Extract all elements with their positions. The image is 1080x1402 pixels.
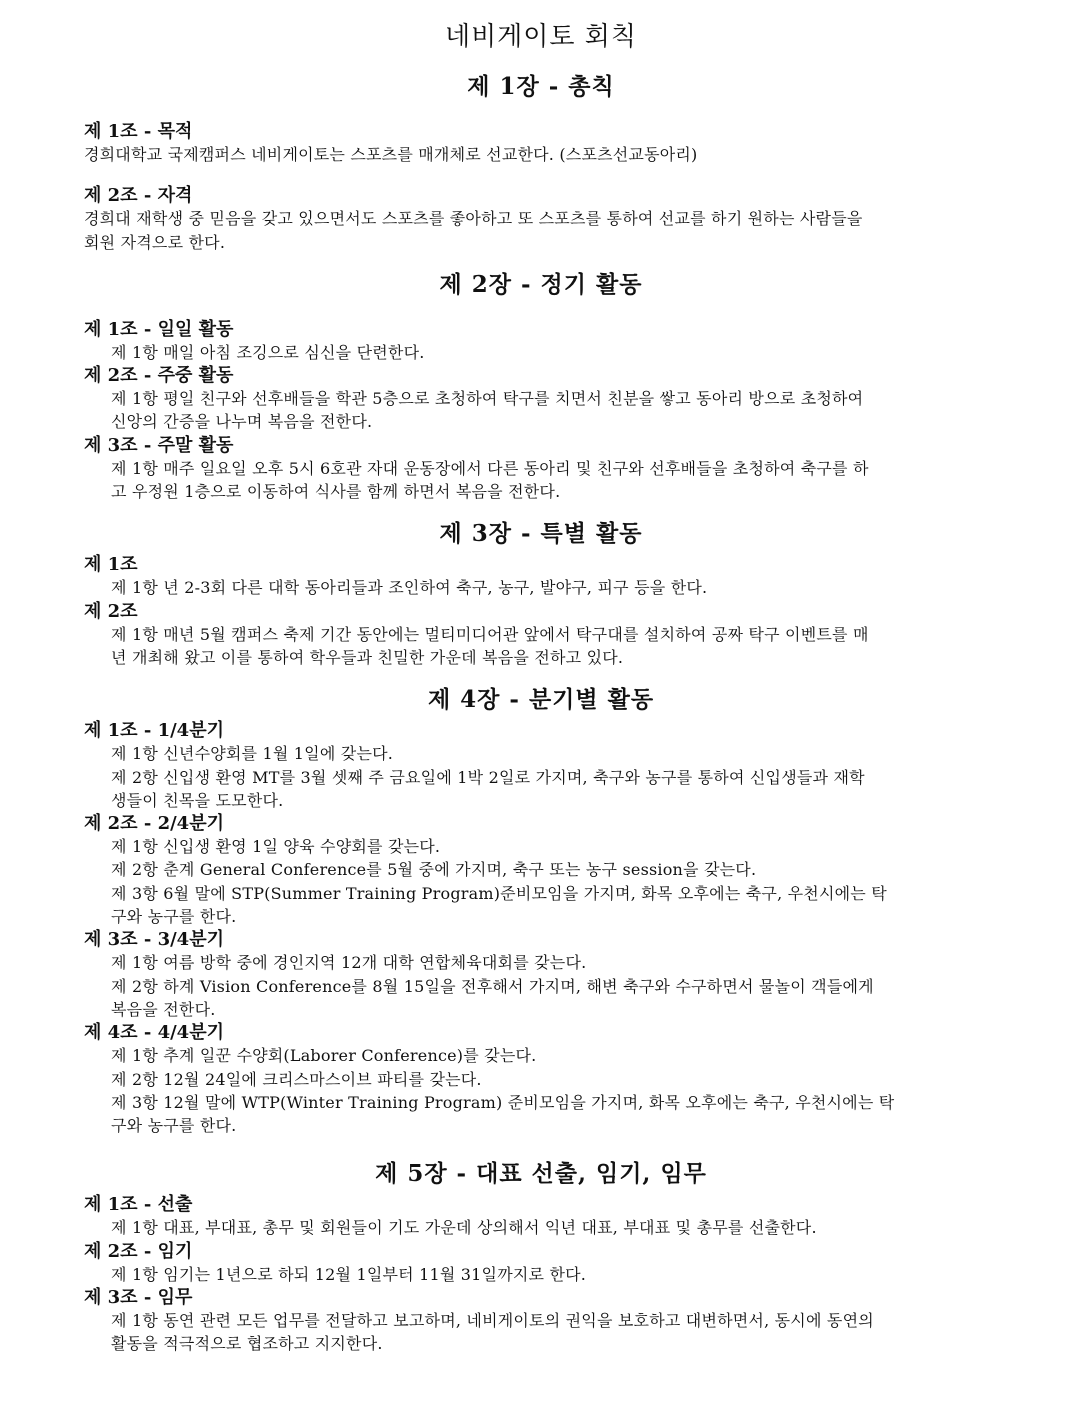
ch4-article-2-clause-3-line2: 구와 농구를 한다. <box>111 907 237 927</box>
ch5-article-1-clause-1: 제 1항 대표, 부대표, 총무 및 회원들이 기도 가운데 상의해서 익년 대표, 부대표 및 총무를 선출한다. <box>111 1218 817 1238</box>
ch2-article-2-title: 제 2조 - 주중 활동 <box>84 365 234 387</box>
ch1-article-2-title: 제 2조 - 자격 <box>84 185 193 207</box>
ch4-article-1-clause-2-line2: 생들이 친목을 도모한다. <box>111 790 284 810</box>
ch4-article-1-title: 제 1조 - 1/4분기 <box>84 720 224 742</box>
ch3-article-1-title: 제 1조 <box>84 554 138 576</box>
ch5-article-3-clause-1-line1: 제 1항 동연 관련 모든 업무를 전달하고 보고하며, 네비게이토의 권익을 보호하고 대변하면서, 동시에 동연의 <box>111 1311 874 1331</box>
ch5-article-2-title: 제 2조 - 임기 <box>84 1240 193 1262</box>
ch1-article-2-text-line1: 경희대 재학생 중 믿음을 갖고 있으면서도 스포츠를 좋아하고 또 스포츠를 통하여 선교를 하기 원하는 사람들을 <box>84 209 863 229</box>
ch4-article-1-clause-1: 제 1항 신년수양회를 1월 1일에 갖는다. <box>111 744 394 764</box>
ch4-article-4-clause-3-line2: 구와 농구를 한다. <box>111 1116 237 1136</box>
ch3-article-2-title: 제 2조 <box>84 600 138 622</box>
chapter-2-title: 제 2장 - 정기 활동 <box>439 270 643 298</box>
ch3-article-1-clause-1: 제 1항 년 2-3회 다른 대학 동아리들과 조인하여 축구, 농구, 발야구, 피구 등을 한다. <box>111 578 708 598</box>
chapter-4-title: 제 4장 - 분기별 활동 <box>427 686 655 714</box>
document-title: 네비게이토 회칙 <box>444 22 638 52</box>
ch4-article-3-clause-2-line2: 복음을 전한다. <box>111 999 216 1019</box>
ch2-article-1-clause-1: 제 1항 매일 아침 조깅으로 심신을 단련한다. <box>111 342 425 362</box>
ch2-article-2-clause-1-line1: 제 1항 평일 친구와 선후배들을 학관 5층으로 초청하여 탁구를 치면서 친분을 쌓고 동아리 방으로 초청하여 <box>111 389 864 409</box>
ch5-article-1-title: 제 1조 - 선출 <box>84 1194 193 1216</box>
ch4-article-4-title: 제 4조 - 4/4분기 <box>84 1022 224 1044</box>
ch5-article-2-clause-1: 제 1항 임기는 1년으로 하되 12월 1일부터 11월 31일까지로 한다. <box>111 1264 587 1284</box>
ch2-article-3-clause-1-line2: 고 우정원 1층으로 이동하여 식사를 함께 하면서 복음을 전한다. <box>111 482 561 502</box>
ch2-article-3-title: 제 3조 - 주말 활동 <box>84 434 234 456</box>
ch4-article-4-clause-3-line1: 제 3항 12월 말에 WTP(Winter Training Program) 준비모임을 가지며, 화목 오후에는 축구, 우천시에는 탁 <box>111 1092 895 1112</box>
ch1-article-2-text-line2: 회원 자격으로 한다. <box>84 232 226 252</box>
chapter-1-title: 제 1장 - 총칙 <box>467 73 615 100</box>
chapter-5-title: 제 5장 - 대표 선출, 임기, 임무 <box>375 1160 707 1188</box>
ch3-article-2-clause-1-line2: 년 개최해 왔고 이를 통하여 학우들과 친밀한 가운데 복음을 전하고 있다. <box>111 647 624 667</box>
chapter-3-title: 제 3장 - 특별 활동 <box>439 520 643 548</box>
ch1-article-1-text: 경희대학교 국제캠퍼스 네비게이토는 스포츠를 매개체로 선교한다. (스포츠선교동아리) <box>84 145 698 164</box>
ch2-article-2-clause-1-line2: 신앙의 간증을 나누며 복음을 전한다. <box>111 412 373 432</box>
ch5-article-3-clause-1-line2: 활동을 적극적으로 협조하고 지지한다. <box>111 1334 383 1354</box>
ch4-article-2-clause-1: 제 1항 신입생 환영 1일 양육 수양회를 갖는다. <box>111 837 441 857</box>
ch4-article-2-clause-3-line1: 제 3항 6월 말에 STP(Summer Training Program)준비모임을 가지며, 화목 오후에는 축구, 우천시에는 탁 <box>111 883 887 903</box>
ch2-article-1-title: 제 1조 - 일일 활동 <box>84 318 234 340</box>
ch4-article-1-clause-2-line1: 제 2항 신입생 환영 MT를 3월 셋째 주 금요일에 1박 2일로 가지며, 축구와 농구를 통하여 신입생들과 재학 <box>111 767 865 787</box>
ch4-article-4-clause-1: 제 1항 추계 일꾼 수양회(Laborer Conference)를 갖는다. <box>111 1046 537 1066</box>
ch4-article-3-clause-2-line1: 제 2항 하계 Vision Conference를 8월 15일을 전후해서 가지며, 해변 축구와 수구하면서 물놀이 객들에게 <box>111 976 874 996</box>
ch1-article-1-title: 제 1조 - 목적 <box>84 121 193 142</box>
ch4-article-4-clause-2: 제 2항 12월 24일에 크리스마스이브 파티를 갖는다. <box>111 1069 482 1089</box>
ch5-article-3-title: 제 3조 - 임무 <box>84 1287 193 1309</box>
ch4-article-3-title: 제 3조 - 3/4분기 <box>84 929 224 951</box>
ch4-article-2-title: 제 2조 - 2/4분기 <box>84 813 224 835</box>
ch2-article-3-clause-1-line1: 제 1항 매주 일요일 오후 5시 6호관 자대 운동장에서 다른 동아리 및 친구와 선후배들을 초청하여 축구를 하 <box>111 458 869 478</box>
ch3-article-2-clause-1-line1: 제 1항 매년 5월 캠퍼스 축제 기간 동안에는 멀티미디어관 앞에서 탁구대를 설치하여 공짜 탁구 이벤트를 매 <box>111 624 869 644</box>
ch4-article-3-clause-1: 제 1항 여름 방학 중에 경인지역 12개 대학 연합체육대회를 갖는다. <box>111 953 587 973</box>
ch4-article-2-clause-2: 제 2항 춘계 General Conference를 5월 중에 가지며, 축구 또는 농구 session을 갖는다. <box>111 860 757 880</box>
